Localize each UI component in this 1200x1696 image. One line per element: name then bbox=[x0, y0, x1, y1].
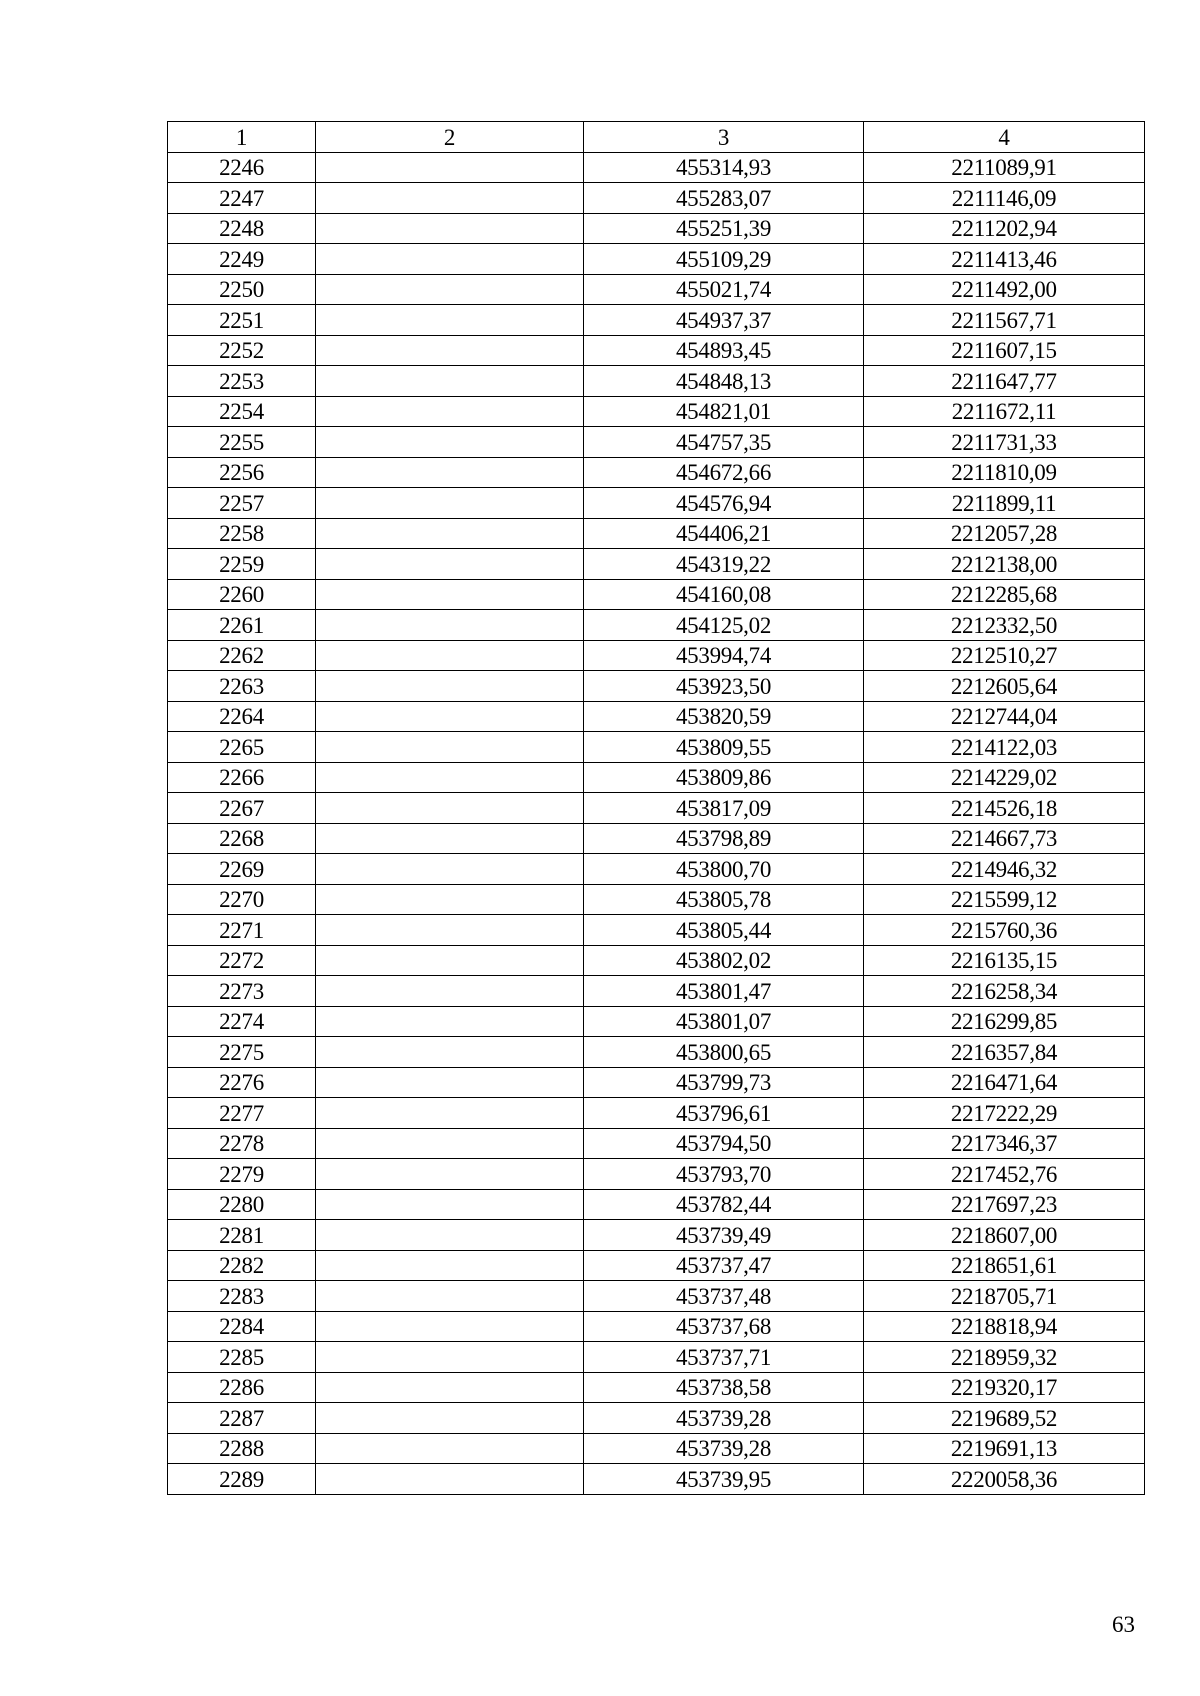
table-row bbox=[168, 335, 1145, 366]
empty-cell bbox=[316, 213, 584, 244]
point-number-cell: 2248 bbox=[168, 213, 316, 244]
table-row bbox=[168, 884, 1145, 915]
table-row bbox=[168, 305, 1145, 336]
point-number-cell: 2273 bbox=[168, 976, 316, 1007]
x-coordinate-cell: 453805,44 bbox=[584, 915, 864, 946]
x-coordinate-cell: 454672,66 bbox=[584, 457, 864, 488]
table-row bbox=[168, 793, 1145, 824]
x-coordinate-cell: 454937,37 bbox=[584, 305, 864, 336]
empty-cell bbox=[316, 1067, 584, 1098]
point-number-cell: 2280 bbox=[168, 1189, 316, 1220]
x-coordinate-cell: 454757,35 bbox=[584, 427, 864, 458]
point-number-cell: 2261 bbox=[168, 610, 316, 641]
x-coordinate-cell: 454893,45 bbox=[584, 335, 864, 366]
x-coordinate-cell: 453738,58 bbox=[584, 1372, 864, 1403]
y-coordinate-cell: 2216135,15 bbox=[864, 945, 1145, 976]
table-row bbox=[168, 1342, 1145, 1373]
point-number-cell: 2258 bbox=[168, 518, 316, 549]
point-number-cell: 2249 bbox=[168, 244, 316, 275]
empty-cell bbox=[316, 1220, 584, 1251]
x-coordinate-cell: 453994,74 bbox=[584, 640, 864, 671]
empty-cell bbox=[316, 427, 584, 458]
y-coordinate-cell: 2217346,37 bbox=[864, 1128, 1145, 1159]
y-coordinate-cell: 2212285,68 bbox=[864, 579, 1145, 610]
y-coordinate-cell: 2214229,02 bbox=[864, 762, 1145, 793]
x-coordinate-cell: 453737,48 bbox=[584, 1281, 864, 1312]
point-number-cell: 2284 bbox=[168, 1311, 316, 1342]
y-coordinate-cell: 2216357,84 bbox=[864, 1037, 1145, 1068]
empty-cell bbox=[316, 152, 584, 183]
point-number-cell: 2270 bbox=[168, 884, 316, 915]
y-coordinate-cell: 2216471,64 bbox=[864, 1067, 1145, 1098]
point-number-cell: 2285 bbox=[168, 1342, 316, 1373]
empty-cell bbox=[316, 244, 584, 275]
y-coordinate-cell: 2212332,50 bbox=[864, 610, 1145, 641]
y-coordinate-cell: 2216299,85 bbox=[864, 1006, 1145, 1037]
point-number-cell: 2272 bbox=[168, 945, 316, 976]
y-coordinate-cell: 2211731,33 bbox=[864, 427, 1145, 458]
coordinates-table bbox=[167, 121, 1145, 1495]
table-row bbox=[168, 366, 1145, 397]
point-number-cell: 2253 bbox=[168, 366, 316, 397]
y-coordinate-cell: 2211413,46 bbox=[864, 244, 1145, 275]
empty-cell bbox=[316, 884, 584, 915]
table-row bbox=[168, 1067, 1145, 1098]
table-row bbox=[168, 1128, 1145, 1159]
x-coordinate-cell: 453820,59 bbox=[584, 701, 864, 732]
empty-cell bbox=[316, 488, 584, 519]
empty-cell bbox=[316, 1464, 584, 1495]
y-coordinate-cell: 2218959,32 bbox=[864, 1342, 1145, 1373]
point-number-cell: 2254 bbox=[168, 396, 316, 427]
empty-cell bbox=[316, 945, 584, 976]
empty-cell bbox=[316, 1433, 584, 1464]
table-row bbox=[168, 610, 1145, 641]
column-header-3: 3 bbox=[584, 122, 864, 153]
empty-cell bbox=[316, 1250, 584, 1281]
x-coordinate-cell: 453737,68 bbox=[584, 1311, 864, 1342]
empty-cell bbox=[316, 457, 584, 488]
y-coordinate-cell: 2218651,61 bbox=[864, 1250, 1145, 1281]
x-coordinate-cell: 453805,78 bbox=[584, 884, 864, 915]
point-number-cell: 2268 bbox=[168, 823, 316, 854]
empty-cell bbox=[316, 549, 584, 580]
empty-cell bbox=[316, 183, 584, 214]
y-coordinate-cell: 2218607,00 bbox=[864, 1220, 1145, 1251]
y-coordinate-cell: 2211146,09 bbox=[864, 183, 1145, 214]
table-row bbox=[168, 1159, 1145, 1190]
y-coordinate-cell: 2214526,18 bbox=[864, 793, 1145, 824]
empty-cell bbox=[316, 1128, 584, 1159]
table-row bbox=[168, 457, 1145, 488]
table-header-row bbox=[168, 122, 1145, 153]
table-row bbox=[168, 823, 1145, 854]
table-row bbox=[168, 427, 1145, 458]
point-number-cell: 2288 bbox=[168, 1433, 316, 1464]
point-number-cell: 2269 bbox=[168, 854, 316, 885]
empty-cell bbox=[316, 305, 584, 336]
x-coordinate-cell: 453799,73 bbox=[584, 1067, 864, 1098]
y-coordinate-cell: 2211089,91 bbox=[864, 152, 1145, 183]
empty-cell bbox=[316, 579, 584, 610]
empty-cell bbox=[316, 1159, 584, 1190]
point-number-cell: 2278 bbox=[168, 1128, 316, 1159]
table-row bbox=[168, 1433, 1145, 1464]
x-coordinate-cell: 454576,94 bbox=[584, 488, 864, 519]
empty-cell bbox=[316, 1311, 584, 1342]
x-coordinate-cell: 454406,21 bbox=[584, 518, 864, 549]
x-coordinate-cell: 453739,28 bbox=[584, 1403, 864, 1434]
x-coordinate-cell: 453782,44 bbox=[584, 1189, 864, 1220]
y-coordinate-cell: 2217452,76 bbox=[864, 1159, 1145, 1190]
x-coordinate-cell: 453801,07 bbox=[584, 1006, 864, 1037]
y-coordinate-cell: 2212138,00 bbox=[864, 549, 1145, 580]
table-row bbox=[168, 1464, 1145, 1495]
y-coordinate-cell: 2214122,03 bbox=[864, 732, 1145, 763]
y-coordinate-cell: 2212744,04 bbox=[864, 701, 1145, 732]
empty-cell bbox=[316, 732, 584, 763]
x-coordinate-cell: 453798,89 bbox=[584, 823, 864, 854]
point-number-cell: 2289 bbox=[168, 1464, 316, 1495]
table-row bbox=[168, 701, 1145, 732]
table-body bbox=[168, 152, 1145, 1494]
y-coordinate-cell: 2212057,28 bbox=[864, 518, 1145, 549]
table-row bbox=[168, 1311, 1145, 1342]
point-number-cell: 2252 bbox=[168, 335, 316, 366]
x-coordinate-cell: 453802,02 bbox=[584, 945, 864, 976]
table-row bbox=[168, 1220, 1145, 1251]
point-number-cell: 2276 bbox=[168, 1067, 316, 1098]
x-coordinate-cell: 453796,61 bbox=[584, 1098, 864, 1129]
table-row bbox=[168, 1403, 1145, 1434]
x-coordinate-cell: 455021,74 bbox=[584, 274, 864, 305]
empty-cell bbox=[316, 793, 584, 824]
point-number-cell: 2281 bbox=[168, 1220, 316, 1251]
table-row bbox=[168, 1098, 1145, 1129]
empty-cell bbox=[316, 1098, 584, 1129]
y-coordinate-cell: 2215599,12 bbox=[864, 884, 1145, 915]
table-row bbox=[168, 1250, 1145, 1281]
x-coordinate-cell: 453809,86 bbox=[584, 762, 864, 793]
empty-cell bbox=[316, 1189, 584, 1220]
table-row bbox=[168, 274, 1145, 305]
y-coordinate-cell: 2215760,36 bbox=[864, 915, 1145, 946]
point-number-cell: 2265 bbox=[168, 732, 316, 763]
x-coordinate-cell: 453809,55 bbox=[584, 732, 864, 763]
x-coordinate-cell: 453801,47 bbox=[584, 976, 864, 1007]
y-coordinate-cell: 2211899,11 bbox=[864, 488, 1145, 519]
point-number-cell: 2251 bbox=[168, 305, 316, 336]
page-number: 63 bbox=[1112, 1612, 1135, 1637]
x-coordinate-cell: 455314,93 bbox=[584, 152, 864, 183]
table-row bbox=[168, 579, 1145, 610]
y-coordinate-cell: 2214946,32 bbox=[864, 854, 1145, 885]
empty-cell bbox=[316, 915, 584, 946]
x-coordinate-cell: 453739,49 bbox=[584, 1220, 864, 1251]
x-coordinate-cell: 453800,65 bbox=[584, 1037, 864, 1068]
empty-cell bbox=[316, 762, 584, 793]
table-row bbox=[168, 518, 1145, 549]
table-row bbox=[168, 640, 1145, 671]
x-coordinate-cell: 453817,09 bbox=[584, 793, 864, 824]
x-coordinate-cell: 454319,22 bbox=[584, 549, 864, 580]
empty-cell bbox=[316, 1006, 584, 1037]
point-number-cell: 2282 bbox=[168, 1250, 316, 1281]
point-number-cell: 2246 bbox=[168, 152, 316, 183]
column-header-1: 1 bbox=[168, 122, 316, 153]
table-row bbox=[168, 945, 1145, 976]
point-number-cell: 2279 bbox=[168, 1159, 316, 1190]
empty-cell bbox=[316, 854, 584, 885]
y-coordinate-cell: 2218818,94 bbox=[864, 1311, 1145, 1342]
point-number-cell: 2275 bbox=[168, 1037, 316, 1068]
table-row bbox=[168, 671, 1145, 702]
point-number-cell: 2274 bbox=[168, 1006, 316, 1037]
empty-cell bbox=[316, 640, 584, 671]
x-coordinate-cell: 455109,29 bbox=[584, 244, 864, 275]
point-number-cell: 2277 bbox=[168, 1098, 316, 1129]
empty-cell bbox=[316, 1342, 584, 1373]
point-number-cell: 2259 bbox=[168, 549, 316, 580]
x-coordinate-cell: 454848,13 bbox=[584, 366, 864, 397]
y-coordinate-cell: 2217697,23 bbox=[864, 1189, 1145, 1220]
point-number-cell: 2262 bbox=[168, 640, 316, 671]
empty-cell bbox=[316, 976, 584, 1007]
y-coordinate-cell: 2217222,29 bbox=[864, 1098, 1145, 1129]
y-coordinate-cell: 2211672,11 bbox=[864, 396, 1145, 427]
point-number-cell: 2255 bbox=[168, 427, 316, 458]
column-header-2: 2 bbox=[316, 122, 584, 153]
x-coordinate-cell: 455283,07 bbox=[584, 183, 864, 214]
x-coordinate-cell: 454821,01 bbox=[584, 396, 864, 427]
point-number-cell: 2260 bbox=[168, 579, 316, 610]
point-number-cell: 2287 bbox=[168, 1403, 316, 1434]
x-coordinate-cell: 453737,47 bbox=[584, 1250, 864, 1281]
table-row bbox=[168, 183, 1145, 214]
point-number-cell: 2271 bbox=[168, 915, 316, 946]
y-coordinate-cell: 2219691,13 bbox=[864, 1433, 1145, 1464]
empty-cell bbox=[316, 1281, 584, 1312]
table-row bbox=[168, 1037, 1145, 1068]
y-coordinate-cell: 2212605,64 bbox=[864, 671, 1145, 702]
y-coordinate-cell: 2216258,34 bbox=[864, 976, 1145, 1007]
x-coordinate-cell: 453800,70 bbox=[584, 854, 864, 885]
column-header-4: 4 bbox=[864, 122, 1145, 153]
y-coordinate-cell: 2212510,27 bbox=[864, 640, 1145, 671]
empty-cell bbox=[316, 823, 584, 854]
x-coordinate-cell: 453794,50 bbox=[584, 1128, 864, 1159]
table-row bbox=[168, 488, 1145, 519]
point-number-cell: 2266 bbox=[168, 762, 316, 793]
y-coordinate-cell: 2220058,36 bbox=[864, 1464, 1145, 1495]
x-coordinate-cell: 453923,50 bbox=[584, 671, 864, 702]
point-number-cell: 2257 bbox=[168, 488, 316, 519]
empty-cell bbox=[316, 335, 584, 366]
y-coordinate-cell: 2211492,00 bbox=[864, 274, 1145, 305]
x-coordinate-cell: 454160,08 bbox=[584, 579, 864, 610]
y-coordinate-cell: 2211607,15 bbox=[864, 335, 1145, 366]
y-coordinate-cell: 2219689,52 bbox=[864, 1403, 1145, 1434]
point-number-cell: 2263 bbox=[168, 671, 316, 702]
point-number-cell: 2256 bbox=[168, 457, 316, 488]
empty-cell bbox=[316, 1037, 584, 1068]
empty-cell bbox=[316, 366, 584, 397]
y-coordinate-cell: 2218705,71 bbox=[864, 1281, 1145, 1312]
point-number-cell: 2264 bbox=[168, 701, 316, 732]
table-row bbox=[168, 396, 1145, 427]
empty-cell bbox=[316, 671, 584, 702]
table-row bbox=[168, 213, 1145, 244]
table-row bbox=[168, 915, 1145, 946]
x-coordinate-cell: 453739,95 bbox=[584, 1464, 864, 1495]
empty-cell bbox=[316, 274, 584, 305]
table-row bbox=[168, 1006, 1145, 1037]
empty-cell bbox=[316, 1372, 584, 1403]
table-row bbox=[168, 152, 1145, 183]
point-number-cell: 2247 bbox=[168, 183, 316, 214]
point-number-cell: 2286 bbox=[168, 1372, 316, 1403]
table-row bbox=[168, 732, 1145, 763]
empty-cell bbox=[316, 1403, 584, 1434]
y-coordinate-cell: 2211810,09 bbox=[864, 457, 1145, 488]
point-number-cell: 2283 bbox=[168, 1281, 316, 1312]
table-row bbox=[168, 976, 1145, 1007]
y-coordinate-cell: 2211202,94 bbox=[864, 213, 1145, 244]
x-coordinate-cell: 455251,39 bbox=[584, 213, 864, 244]
point-number-cell: 2267 bbox=[168, 793, 316, 824]
x-coordinate-cell: 453793,70 bbox=[584, 1159, 864, 1190]
y-coordinate-cell: 2211647,77 bbox=[864, 366, 1145, 397]
table-row bbox=[168, 1281, 1145, 1312]
empty-cell bbox=[316, 701, 584, 732]
empty-cell bbox=[316, 518, 584, 549]
point-number-cell: 2250 bbox=[168, 274, 316, 305]
x-coordinate-cell: 453737,71 bbox=[584, 1342, 864, 1373]
table-row bbox=[168, 244, 1145, 275]
x-coordinate-cell: 453739,28 bbox=[584, 1433, 864, 1464]
table-row bbox=[168, 762, 1145, 793]
table-row bbox=[168, 1372, 1145, 1403]
table-row bbox=[168, 549, 1145, 580]
y-coordinate-cell: 2219320,17 bbox=[864, 1372, 1145, 1403]
empty-cell bbox=[316, 396, 584, 427]
empty-cell bbox=[316, 610, 584, 641]
y-coordinate-cell: 2211567,71 bbox=[864, 305, 1145, 336]
table-row bbox=[168, 854, 1145, 885]
y-coordinate-cell: 2214667,73 bbox=[864, 823, 1145, 854]
table-row bbox=[168, 1189, 1145, 1220]
x-coordinate-cell: 454125,02 bbox=[584, 610, 864, 641]
